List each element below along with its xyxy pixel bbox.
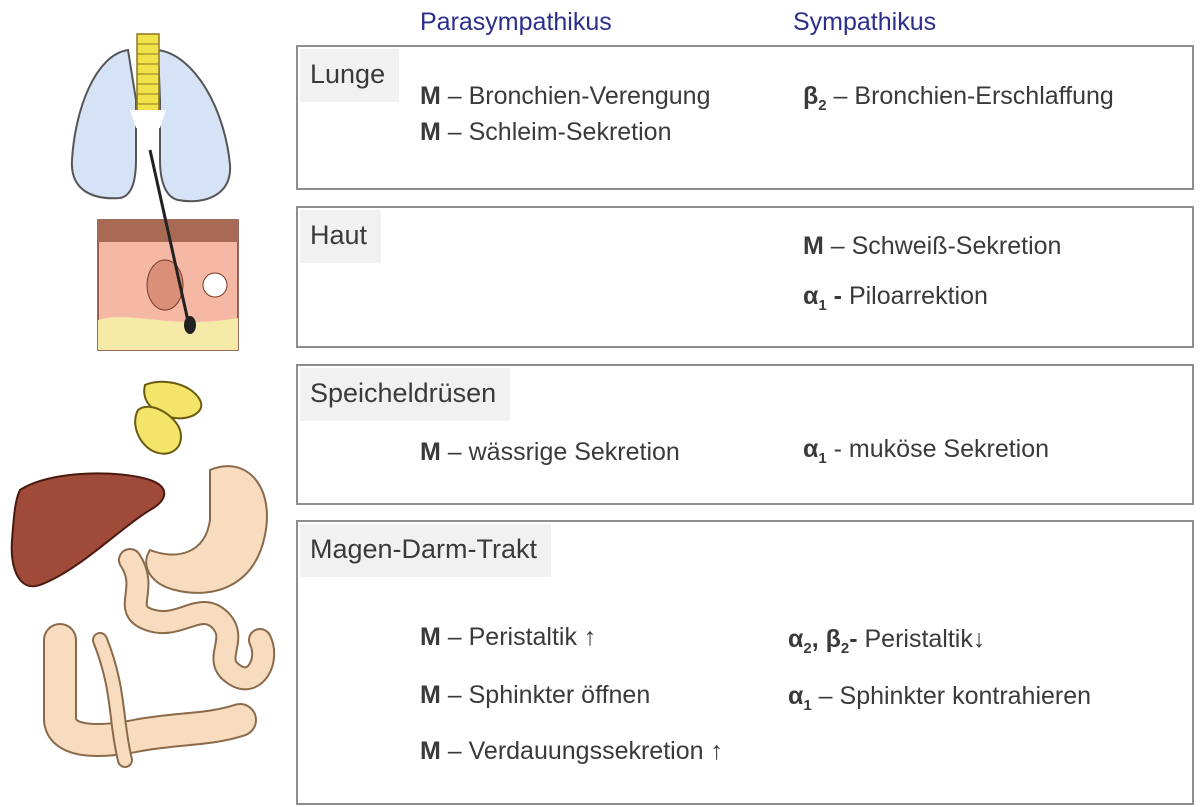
section-title: Magen-Darm-Trakt	[300, 524, 551, 577]
organ-illustrations	[0, 0, 290, 807]
lunge-sym-entry-1: $\beta_2$ – Bronchien-Erschlaffung	[803, 82, 1114, 114]
section-haut	[296, 206, 1194, 348]
lung-icon	[72, 34, 230, 201]
section-title: Haut	[300, 210, 381, 263]
haut-sym-entry-2: $\alpha_1$ - Piloarrektion	[803, 282, 988, 314]
section-title: Lunge	[300, 49, 399, 102]
section-title: Speicheldrüsen	[300, 368, 510, 421]
magen-sym-entry-2: $\alpha_1$ – Sphinkter kontrahieren	[788, 682, 1092, 714]
parasympathikus-header: Parasympathikus	[420, 8, 612, 36]
salivary-gland-icon	[135, 382, 201, 454]
section-speicheldruesen	[296, 364, 1194, 505]
haut-sym-entry-1: M – Schweiß-Sekretion	[803, 232, 1062, 260]
magen-para-entry-2: M – Sphinkter öffnen	[420, 681, 651, 709]
magen-para-entry-3: M – Verdauungssekretion ↑	[420, 737, 723, 765]
lunge-para-entry-1: M – Bronchien-Verengung	[420, 82, 711, 110]
speichel-sym-entry-1: $\alpha_1$ - muköse Sekretion	[803, 435, 1050, 467]
magen-para-entry-1: M – Peristaltik ↑	[420, 623, 597, 651]
speichel-para-entry-1: M – wässrige Sekretion	[420, 438, 680, 466]
magen-sym-entry-1: $\alpha_2$, $\beta_2-$ Peristaltik↓	[788, 625, 986, 657]
lunge-para-entry-2: M – Schleim-Sekretion	[420, 118, 672, 146]
sympathikus-header: Sympathikus	[793, 8, 937, 36]
